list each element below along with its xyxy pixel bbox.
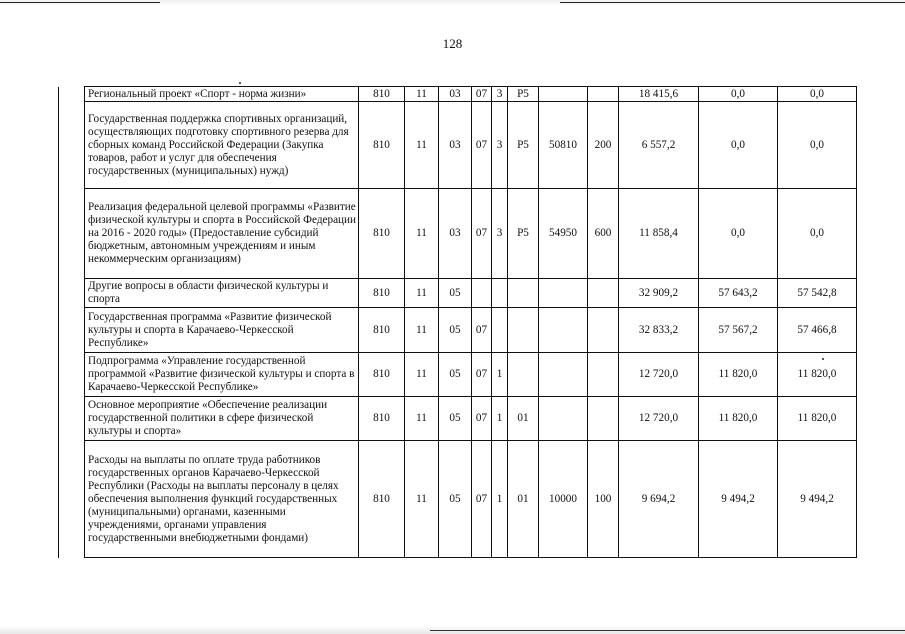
amount-year-3: 0,0 [778, 102, 857, 189]
target-article-direction: 54950 [539, 189, 588, 279]
blank-margin-cell [59, 87, 85, 102]
target-article-event [508, 279, 539, 308]
target-article-program [472, 279, 492, 308]
blank-margin-cell [59, 441, 85, 558]
amount-year-1: 12 720,0 [619, 353, 699, 397]
target-article-subprogram: 1 [492, 353, 508, 397]
target-article-direction [539, 353, 588, 397]
target-article-direction [539, 279, 588, 308]
target-article-event: P5 [508, 87, 539, 102]
amount-year-2: 57 567,2 [699, 308, 778, 353]
amount-year-1: 18 415,6 [619, 87, 699, 102]
expense-type-code: 100 [588, 441, 619, 558]
table-row [59, 397, 857, 441]
amount-year-2: 0,0 [699, 102, 778, 189]
target-article-subprogram: 3 [492, 102, 508, 189]
subsection-code: 03 [439, 87, 472, 102]
target-article-subprogram: 1 [492, 397, 508, 441]
table-row [59, 279, 857, 308]
grbs-code: 810 [359, 397, 405, 441]
amount-year-2: 0,0 [699, 189, 778, 279]
target-article-event: 01 [508, 441, 539, 558]
item-name: Региональный проект «Спорт - норма жизни» [85, 87, 359, 102]
target-article-direction: 10000 [539, 441, 588, 558]
table-body [59, 87, 857, 558]
expense-type-code [588, 353, 619, 397]
scan-edge-top [0, 0, 905, 6]
section-code: 11 [405, 87, 439, 102]
scan-edge-line [560, 2, 905, 3]
blank-margin-cell [59, 397, 85, 441]
amount-year-3: 57 466,8 [778, 308, 857, 353]
blank-margin-cell [59, 353, 85, 397]
expense-type-code: 600 [588, 189, 619, 279]
item-name: Государственная поддержка спортивных организаций, осуществляющих подготовку спортивного резерва для сборных команд Российской Федерации (Закупка товаров, работ и услуг для обеспечения государственных (муниципальных) нужд) [85, 102, 359, 189]
subsection-code: 05 [439, 397, 472, 441]
grbs-code: 810 [359, 353, 405, 397]
scan-speck [239, 82, 241, 84]
target-article-event: P5 [508, 102, 539, 189]
target-article-program: 07 [472, 102, 492, 189]
page-number: 128 [442, 36, 463, 51]
scan-edge-line [0, 2, 160, 3]
target-article-subprogram [492, 279, 508, 308]
table-row [59, 189, 857, 279]
target-article-program: 07 [472, 189, 492, 279]
subsection-code: 05 [439, 441, 472, 558]
target-article-direction: 50810 [539, 102, 588, 189]
item-name: Реализация федеральной целевой программы «Развитие физической культуры и спорта в Российской Федерации на 2016 - 2020 годы» (Предоставление субсидий бюджетным, автономным учреждениям и иным некоммерческим организациям) [85, 189, 359, 279]
target-article-direction [539, 308, 588, 353]
item-name: Основное мероприятие «Обеспечение реализации государственной политики в сфере физической культуры и спорта» [85, 397, 359, 441]
subsection-code: 05 [439, 353, 472, 397]
target-article-direction [539, 397, 588, 441]
target-article-event [508, 353, 539, 397]
blank-margin-cell [59, 308, 85, 353]
target-article-event [508, 308, 539, 353]
target-article-program: 07 [472, 353, 492, 397]
amount-year-3: 11 820,0 [778, 397, 857, 441]
amount-year-2: 9 494,2 [699, 441, 778, 558]
table-row [59, 353, 857, 397]
grbs-code: 810 [359, 279, 405, 308]
blank-margin-cell [59, 102, 85, 189]
subsection-code: 03 [439, 189, 472, 279]
amount-year-1: 12 720,0 [619, 397, 699, 441]
expense-type-code [588, 397, 619, 441]
grbs-code: 810 [359, 308, 405, 353]
subsection-code: 03 [439, 102, 472, 189]
item-name: Другие вопросы в области физической культуры и спорта [85, 279, 359, 308]
target-article-direction [539, 87, 588, 102]
grbs-code: 810 [359, 87, 405, 102]
amount-year-1: 9 694,2 [619, 441, 699, 558]
table-row [59, 87, 857, 102]
item-name: Расходы на выплаты по оплате труда работников государственных органов Карачаево-Черкесской Республики (Расходы на выплаты персоналу в целях обеспечения выполнения функций государственных (муниципальными) органами, казенными учреждениями, органами управления государственными внебюджетными фондами) [85, 441, 359, 558]
section-code: 11 [405, 279, 439, 308]
amount-year-1: 32 909,2 [619, 279, 699, 308]
blank-margin-cell [59, 189, 85, 279]
expense-type-code [588, 87, 619, 102]
section-code: 11 [405, 189, 439, 279]
item-name: Государственная программа «Развитие физической культуры и спорта в Карачаево-Черкесской Республике» [85, 308, 359, 353]
amount-year-3: 11 820,0 [778, 353, 857, 397]
expense-type-code [588, 279, 619, 308]
target-article-subprogram: 3 [492, 189, 508, 279]
target-article-event: 01 [508, 397, 539, 441]
item-name: Подпрограмма «Управление государственной программой «Развитие физической культуры и спорта в Карачаево-Черкесской Республике» [85, 353, 359, 397]
table-row [59, 441, 857, 558]
subsection-code: 05 [439, 308, 472, 353]
section-code: 11 [405, 441, 439, 558]
target-article-subprogram: 1 [492, 441, 508, 558]
section-code: 11 [405, 397, 439, 441]
amount-year-2: 57 643,2 [699, 279, 778, 308]
amount-year-1: 32 833,2 [619, 308, 699, 353]
amount-year-3: 9 494,2 [778, 441, 857, 558]
budget-table [58, 86, 857, 558]
amount-year-3: 0,0 [778, 87, 857, 102]
amount-year-3: 57 542,8 [778, 279, 857, 308]
target-article-program: 07 [472, 397, 492, 441]
scan-edge-line [430, 630, 905, 631]
amount-year-1: 6 557,2 [619, 102, 699, 189]
amount-year-1: 11 858,4 [619, 189, 699, 279]
section-code: 11 [405, 308, 439, 353]
amount-year-3: 0,0 [778, 189, 857, 279]
target-article-subprogram: 3 [492, 87, 508, 102]
amount-year-2: 11 820,0 [699, 353, 778, 397]
expense-type-code [588, 308, 619, 353]
grbs-code: 810 [359, 102, 405, 189]
target-article-subprogram [492, 308, 508, 353]
section-code: 11 [405, 353, 439, 397]
blank-margin-cell [59, 279, 85, 308]
amount-year-2: 11 820,0 [699, 397, 778, 441]
target-article-program: 07 [472, 441, 492, 558]
grbs-code: 810 [359, 189, 405, 279]
grbs-code: 810 [359, 441, 405, 558]
subsection-code: 05 [439, 279, 472, 308]
amount-year-2: 0,0 [699, 87, 778, 102]
section-code: 11 [405, 102, 439, 189]
target-article-event: P5 [508, 189, 539, 279]
target-article-program: 07 [472, 308, 492, 353]
table-row [59, 102, 857, 189]
table-row [59, 308, 857, 353]
expense-type-code: 200 [588, 102, 619, 189]
target-article-program: 07 [472, 87, 492, 102]
